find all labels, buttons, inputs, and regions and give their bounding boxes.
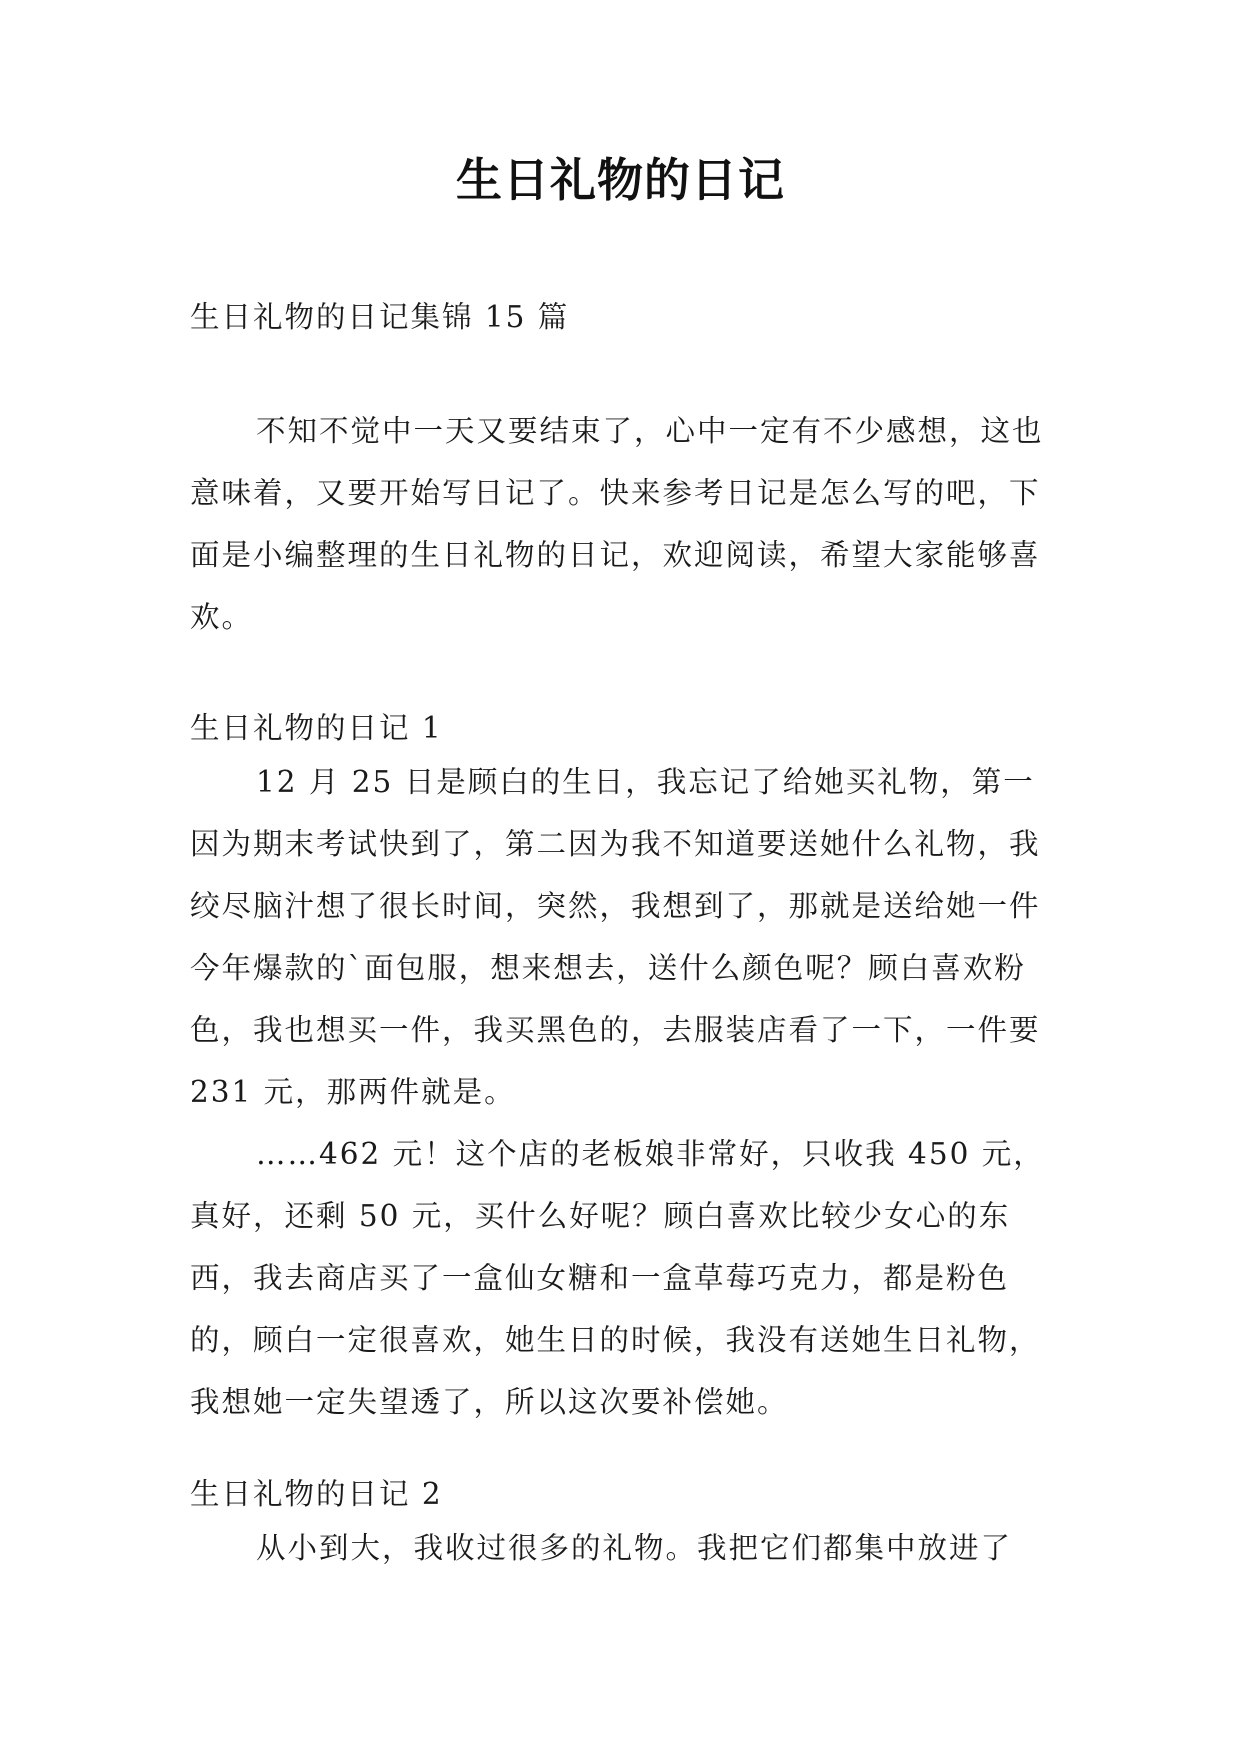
document-title: 生日礼物的日记 [456, 153, 785, 207]
intro-paragraph: 不知不觉中一天又要结束了，心中一定有不少感想，这也意味着，又要开始写日记了。快来参考日记是怎么写的吧，下面是小编整理的生日礼物的日记，欢迎阅读，希望大家能够喜欢。 [190, 414, 1044, 634]
section-2-paragraph-1: 从小到大，我收过很多的礼物。我把它们都集中放进了 [256, 1531, 1013, 1565]
document-subtitle: 生日礼物的日记集锦 15 篇 [190, 300, 570, 334]
section-heading-1: 生日礼物的日记 1 [190, 711, 443, 745]
section-1-paragraph-1: 12 月 25 日是顾白的生日，我忘记了给她买礼物，第一因为期末考试快到了，第二因为我不知道要送她什么礼物，我绞尽脑汁想了很长时间，突然，我想到了，那就是送给她一件今年爆款的`面包服，想来想去，送什么颜色呢？顾白喜欢粉色，我也想买一件，我买黑色的，去服装店看了一下，一件要 231 元，那两件就是。 [190, 765, 1041, 1109]
section-1-paragraph-2: ……462 元！这个店的老板娘非常好，只收我 450 元，真好，还剩 50 元，买什么好呢？顾白喜欢比较少女心的东西，我去商店买了一盒仙女糖和一盒草莓巧克力，都是粉色的，顾白一定很喜欢，她生日的时候，我没有送她生日礼物，我想她一定失望透了，所以这次要补偿她。 [190, 1137, 1045, 1419]
section-heading-2: 生日礼物的日记 2 [190, 1477, 443, 1511]
